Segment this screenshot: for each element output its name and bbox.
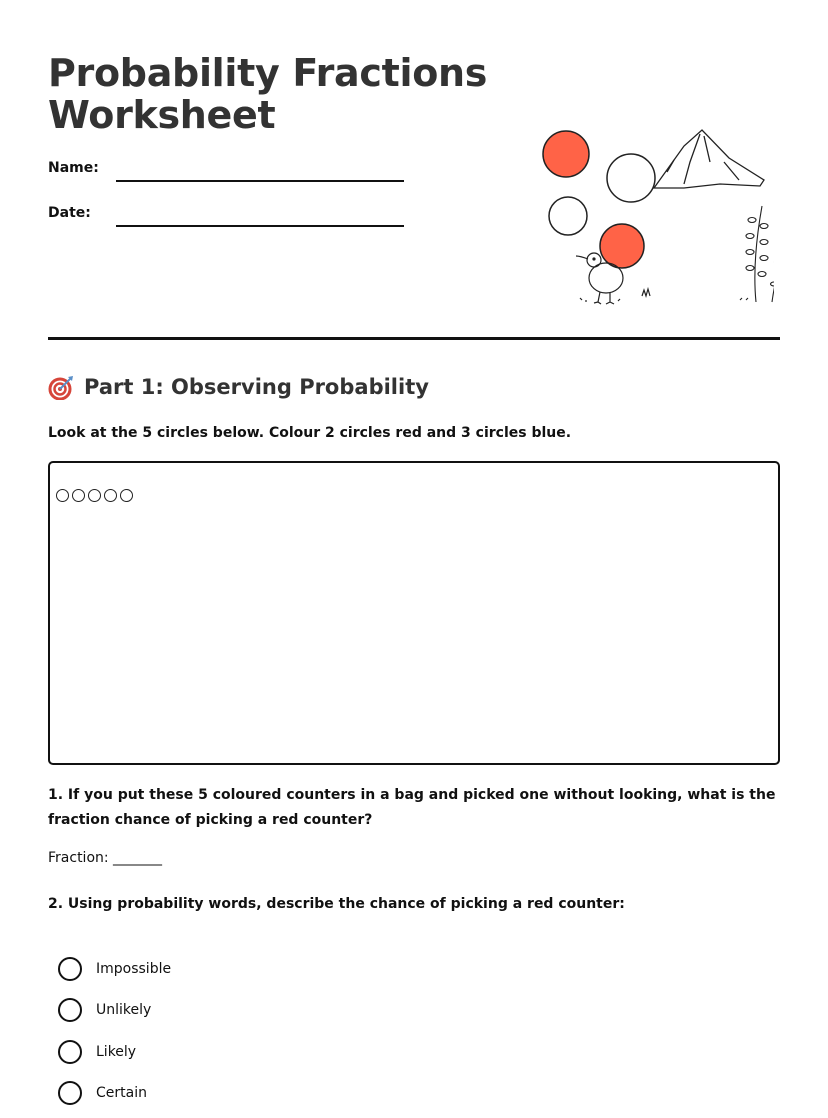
circle-row [56, 489, 133, 502]
section-divider [48, 337, 780, 340]
name-label: Name: [48, 160, 99, 176]
page-title: Probability Fractions Worksheet [48, 51, 488, 137]
section-heading-text: Part 1: Observing Probability [84, 375, 429, 399]
radio-button[interactable] [58, 1081, 82, 1105]
section-heading-part1 [48, 374, 429, 400]
white-circle [607, 154, 655, 202]
option-certain[interactable] [58, 1081, 147, 1105]
date-label: Date: [48, 205, 91, 221]
option-label: Certain [96, 1085, 147, 1101]
option-label: Likely [96, 1044, 137, 1060]
name-field[interactable] [116, 180, 404, 182]
colourable-circle[interactable] [72, 489, 85, 502]
radio-button[interactable] [58, 1040, 82, 1064]
option-unlikely[interactable] [58, 998, 151, 1022]
red-circle [600, 224, 644, 268]
colourable-circle[interactable] [104, 489, 117, 502]
question-2: 2. Using probability words, describe the chance of picking a red counter: [48, 896, 625, 912]
radio-button[interactable] [58, 957, 82, 981]
colourable-circle[interactable] [56, 489, 69, 502]
fern-plant-icon [740, 206, 774, 302]
decorative-illustration [524, 122, 774, 312]
option-label: Unlikely [96, 1002, 152, 1018]
instruction-text: Look at the 5 circles below. Colour 2 circles red and 3 circles blue. [48, 425, 572, 441]
date-field[interactable] [116, 225, 404, 227]
red-circle [543, 131, 589, 177]
radio-button[interactable] [58, 998, 82, 1022]
white-circle [549, 197, 587, 235]
question-1: 1. If you put these 5 coloured counters in a bag and picked one without looking, what is the fraction chance of picking a red counter? [48, 787, 776, 828]
option-likely[interactable] [58, 1040, 136, 1064]
target-icon [48, 374, 74, 400]
colouring-box [48, 461, 780, 765]
mountain-icon [654, 130, 764, 188]
fraction-answer[interactable]: Fraction: _______ [48, 850, 163, 866]
option-impossible[interactable] [58, 957, 171, 981]
option-label: Impossible [96, 961, 172, 977]
colourable-circle[interactable] [120, 489, 133, 502]
colourable-circle[interactable] [88, 489, 101, 502]
